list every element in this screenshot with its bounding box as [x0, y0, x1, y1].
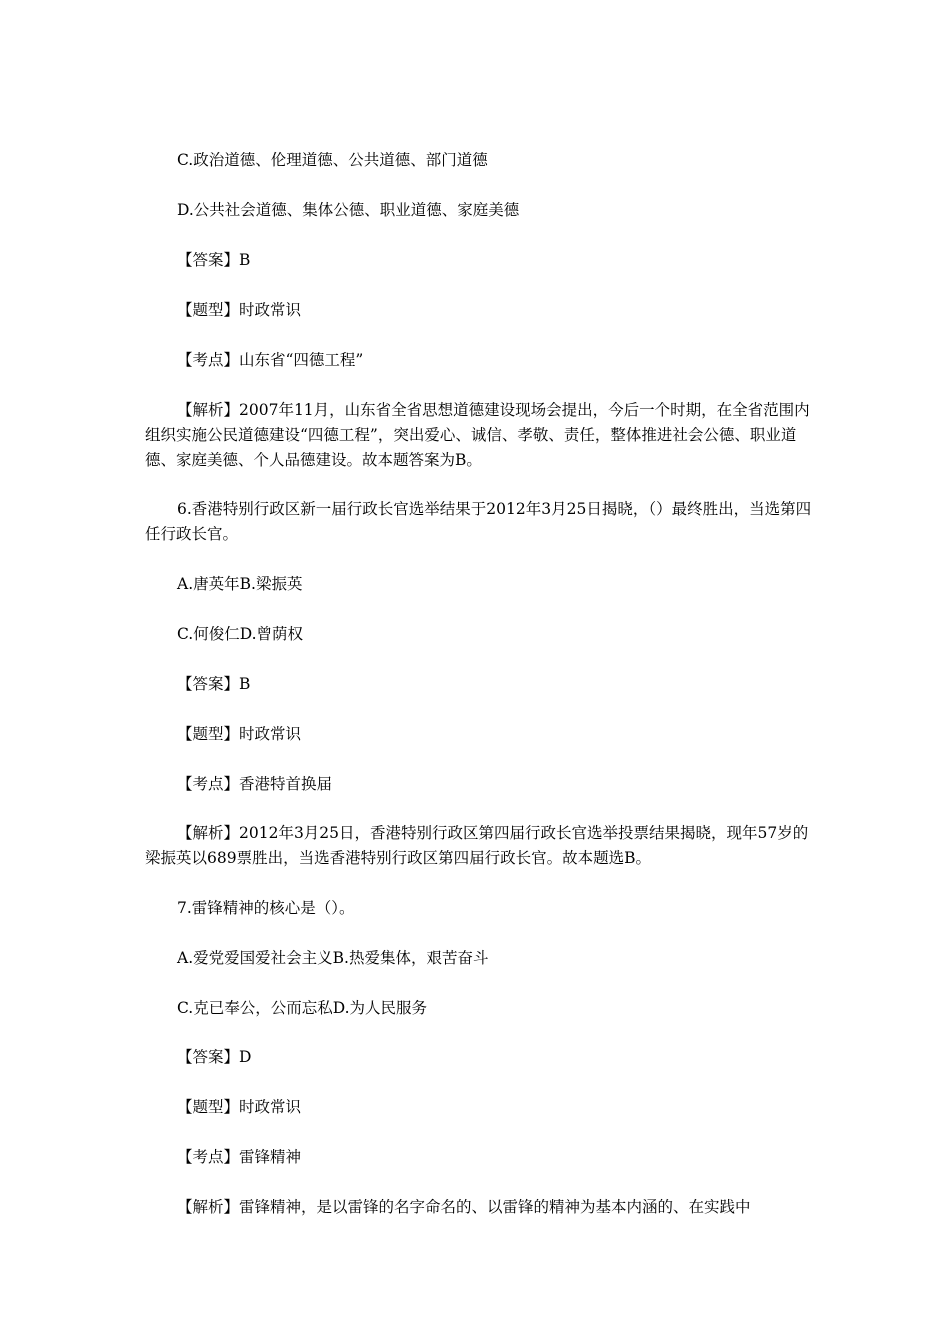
- exam-point-q6: 【考点】香港特首换届: [177, 775, 333, 793]
- answer-q6: 【答案】B: [177, 675, 251, 693]
- option-c-q5: C.政治道德、伦理道德、公共道德、部门道德: [177, 151, 488, 169]
- question-type-q6: 【题型】时政常识: [177, 725, 302, 743]
- option-d-q5: D.公共社会道德、集体公德、职业道德、家庭美德: [177, 201, 520, 219]
- options-ab-q7: A.爱党爱国爱社会主义B.热爱集体，艰苦奋斗: [177, 949, 489, 967]
- question-type-q7: 【题型】时政常识: [177, 1098, 302, 1116]
- answer-q5: 【答案】B: [177, 251, 251, 269]
- options-cd-q7: C.克已奉公，公而忘私D.为人民服务: [177, 999, 428, 1017]
- analysis-q5: 【解析】2007年11月，山东省全省思想道德建设现场会提出，今后一个时期，在全省范围内组织实施公民道德建设“四德工程”，突出爱心、诚信、孝敬、责任，整体推进社会公德、职业道德、家庭美德、个人品德建设。故本题答案为B。: [145, 401, 810, 469]
- question-type-q5: 【题型】时政常识: [177, 301, 302, 319]
- exam-point-q7: 【考点】雷锋精神: [177, 1148, 302, 1166]
- exam-point-q5: 【考点】山东省“四德工程”: [177, 351, 364, 369]
- options-ab-q6: A.唐英年B.梁振英: [177, 575, 303, 593]
- question-6: 6.香港特别行政区新一届行政长官选举结果于2012年3月25日揭晓，（）最终胜出，当选第四任行政长官。: [145, 500, 812, 543]
- options-cd-q6: C.何俊仁D.曾荫权: [177, 625, 304, 643]
- analysis-q7: 【解析】雷锋精神，是以雷锋的名字命名的、以雷锋的精神为基本内涵的、在实践中: [177, 1198, 751, 1216]
- question-7: 7.雷锋精神的核心是（）。: [177, 899, 355, 917]
- analysis-q6: 【解析】2012年3月25日，香港特别行政区第四届行政长官选举投票结果揭晓，现年57岁的梁振英以689票胜出，当选香港特别行政区第四届行政长官。故本题选B。: [145, 824, 809, 867]
- answer-q7: 【答案】D: [177, 1048, 252, 1066]
